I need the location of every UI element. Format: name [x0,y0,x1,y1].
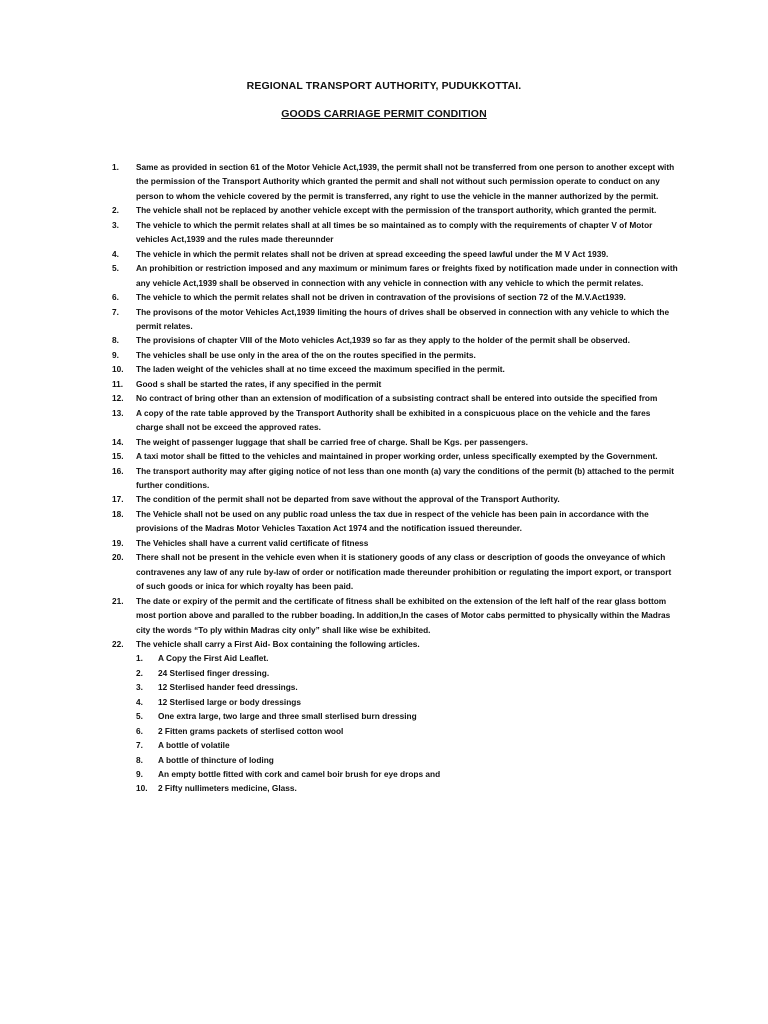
condition-item [112,362,678,376]
first-aid-items-list [136,651,678,796]
condition-text: The vehicle to which the permit relates shall not be driven in contravation of the provisions of section 72 of the M.V.Act1939. [136,292,626,303]
condition-item [112,492,678,506]
condition-item [112,550,678,593]
condition-number: 16. [112,465,124,476]
first-aid-item-number: 1. [136,653,143,664]
condition-item [112,507,678,536]
condition-item [112,391,678,405]
first-aid-item-number: 5. [136,711,143,722]
condition-number: 10. [112,364,124,375]
condition-item [112,203,678,217]
condition-number: 15. [112,451,124,462]
authority-heading: REGIONAL TRANSPORT AUTHORITY, PUDUKKOTTAI. [246,80,522,92]
condition-number: 7. [112,306,119,317]
condition-number: 19. [112,537,124,548]
condition-number: 21. [112,595,124,606]
condition-number: 5. [112,263,119,274]
condition-text: The vehicle to which the permit relates shall at all times be so maintained as to comply with the requirements of chapter V of Motor vehicles Act,1939 and the rules made thereunnder [136,219,653,245]
condition-text: The vehicle shall carry a First Aid- Box containing the following articles. [136,638,420,649]
condition-item [112,247,678,261]
condition-text: The condition of the permit shall not be departed from save without the approval of the Transport Authority. [136,494,560,505]
first-aid-item [136,695,678,709]
condition-item [112,435,678,449]
condition-number: 3. [112,219,119,230]
first-aid-item [136,753,678,767]
condition-number: 8. [112,335,119,346]
condition-text: The Vehicles shall have a current valid certificate of fitness [136,537,369,548]
first-aid-item-text: An empty bottle fitted with cork and camel boir brush for eye drops and [158,769,441,780]
condition-item [112,305,678,334]
condition-text: The transport authority may after giging notice of not less than one month (a) vary the conditions of the permit (b) attached to the permit further conditions. [136,465,674,490]
condition-text: The vehicle shall not be replaced by another vehicle except with the permission of the transport authority, which granted the permit. [136,205,657,216]
condition-number: 9. [112,349,119,360]
first-aid-item-number: 2. [136,667,143,678]
first-aid-item-text: 12 Sterlised hander feed dressings. [158,682,298,693]
condition-number: 13. [112,407,124,418]
condition-text: The weight of passenger luggage that shall be carried free of charge. Shall be Kgs. per passengers. [136,436,528,447]
first-aid-item [136,680,678,694]
condition-item [112,377,678,391]
first-aid-item-number: 10. [136,783,148,794]
first-aid-item-number: 9. [136,769,143,780]
first-aid-item [136,738,678,752]
first-aid-item-text: A Copy the First Aid Leaflet. [158,653,269,664]
first-aid-item [136,709,678,723]
condition-number: 17. [112,494,124,505]
condition-item [112,449,678,463]
condition-text: The date or expiry of the permit and the certificate of fitness shall be exhibited on the extension of the left half of the rear glass bottom most portion above and paralled to the rubber boading. In addition,In the cases of Motor cabs permitted to physically within the Madras city the words “To ply within Madras city only” shall like wise be exhibited. [136,595,671,635]
condition-text: Same as provided in section 61 of the Motor Vehicle Act,1939, the permit shall not be transferred from one person to another except with the permission of the Transport Authority which granted the permit and shall not without such permission operate to conduct on any person to whom the vehicle covered by the permit is transferred, any right to use the vehicle in the manner authorized by the permit. [136,162,675,201]
condition-item [112,406,678,435]
condition-text: Good s shall be started the rates, if any specified in the permit [136,378,382,389]
condition-text: A copy of the rate table approved by the Transport Authority shall be exhibited in a conspicuous place on the vehicle and the fares charge shall not be exceed the approved rates. [136,407,651,433]
condition-number: 6. [112,292,119,303]
first-aid-item-text: 2 Fitten grams packets of sterlised cotton wool [158,725,344,736]
first-aid-item-text: One extra large, two large and three small sterlised burn dressing [158,711,417,722]
first-aid-item [136,666,678,680]
conditions-list [112,160,678,796]
first-aid-item-text: 2 Fifty nullimeters medicine, Glass. [158,783,297,794]
first-aid-item [136,651,678,665]
condition-item [112,348,678,362]
condition-number: 14. [112,436,124,447]
first-aid-item-number: 8. [136,754,143,765]
condition-number: 2. [112,205,119,216]
condition-text: No contract of bring other than an extension of modification of a subsisting contract shall be entered into outside the specified from [136,393,658,404]
condition-text: The provisions of chapter VIII of the Moto vehicles Act,1939 so far as they apply to the holder of the permit shall be observed. [136,335,630,346]
condition-text: The vehicle in which the permit relates shall not be driven at spread exceeding the speed lawful under the M V Act 1939. [136,248,609,259]
condition-item [112,290,678,304]
condition-number: 4. [112,248,119,259]
first-aid-item-text: A bottle of thincture of loding [158,754,274,765]
first-aid-item-number: 3. [136,682,143,693]
condition-text: The Vehicle shall not be used on any public road unless the tax due in respect of the vehicle has been pain in accordance with the provisions of the Madras Motor Vehicles Taxation Act 1974 and the notification issued thereunder. [136,508,649,534]
condition-text: There shall not be present in the vehicle even when it is stationery goods of any class or description of goods the onveyance of which contravenes any law of any rule by-law of order or notification made thereunder prohibition or regulating the import export, or transport of such goods or inica for which royalty has been paid. [136,552,672,592]
condition-text: The provisons of the motor Vehicles Act,1939 limiting the hours of drives shall be observed in connection with any vehicle to which the permit relates. [136,306,670,331]
first-aid-item-number: 6. [136,725,143,736]
condition-item [112,637,678,651]
condition-item [112,464,678,493]
first-aid-item-text: A bottle of volatile [158,740,230,751]
condition-item [112,536,678,550]
condition-text: The vehicles shall be use only in the area of the on the routes specified in the permits. [136,349,476,360]
condition-number: 20. [112,552,124,563]
first-aid-item-number: 4. [136,696,143,707]
condition-item [112,218,678,247]
condition-number: 18. [112,508,124,519]
first-aid-item [136,767,678,781]
condition-text: An prohibition or restriction imposed and any maximum or minimum fares or freights fixed by notification made under in connection with any vehicle Act,1939 shall be observed in connection with any vehicle in connection with any vehicle to which the permit relates. [136,263,678,288]
condition-item [112,160,678,203]
permit-condition-heading: GOODS CARRIAGE PERMIT CONDITION [281,108,487,120]
first-aid-item [136,781,678,795]
first-aid-item-text: 12 Sterlised large or body dressings [158,696,301,707]
condition-number: 12. [112,393,124,404]
first-aid-item-text: 24 Sterlised finger dressing. [158,667,270,678]
condition-text: A taxi motor shall be fitted to the vehicles and maintained in proper working order, unless specifically exempted by the Government. [136,451,658,462]
condition-item [112,333,678,347]
condition-text: The laden weight of the vehicles shall at no time exceed the maximum specified in the permit. [136,364,505,375]
condition-number: 11. [112,378,124,389]
first-aid-item-number: 7. [136,740,143,751]
condition-number: 1. [112,162,119,172]
condition-item [112,594,678,637]
condition-number: 22. [112,638,124,649]
condition-item [112,261,678,290]
first-aid-item [136,724,678,738]
